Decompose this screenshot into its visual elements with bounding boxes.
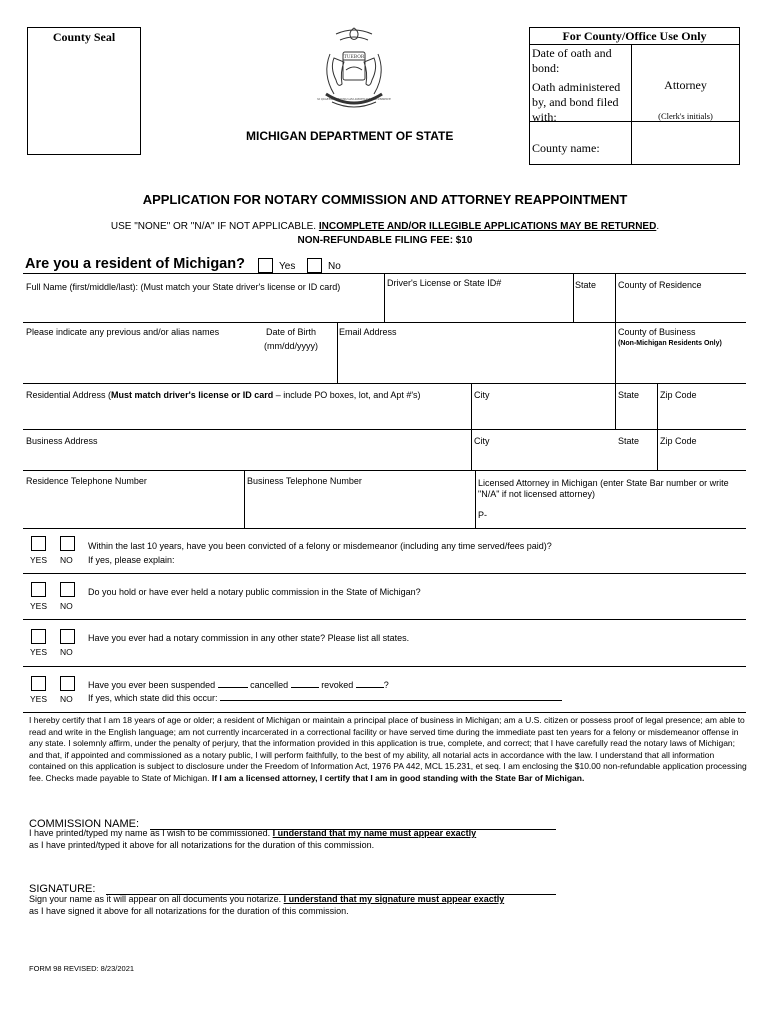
residential-address-label: Residential Address (Must match driver's license or ID card – include PO boxes, lot, and Apt #'s): [26, 390, 421, 400]
filing-fee: NON-REFUNDABLE FILING FEE: $10: [297, 235, 473, 246]
oath-date-label: Date of oath and bond:: [532, 46, 612, 75]
svg-text:TUEBOR: TUEBOR: [343, 55, 365, 60]
signature-note-line2: as I have signed it above for all notarizations for the duration of this commission.: [29, 906, 349, 916]
license-state-label: State: [575, 280, 597, 290]
q1-text: Within the last 10 years, have you been convicted of a felony or misdemeanor (including any time served/fees paid)?: [88, 541, 552, 551]
q3-yes-checkbox[interactable]: [31, 629, 46, 644]
residence-phone-label: Residence Telephone Number: [26, 476, 147, 486]
michigan-seal: [316, 24, 392, 114]
business-city-label: City: [474, 436, 490, 446]
office-use-box: [529, 27, 740, 165]
q1-no-checkbox[interactable]: [60, 536, 75, 551]
county-seal-label: County Seal: [52, 30, 116, 44]
business-address-label: Business Address: [26, 436, 98, 446]
q4-yes-label: YES: [30, 694, 48, 704]
q2-yes-label: YES: [30, 601, 48, 611]
county-residence-label: County of Residence: [618, 280, 702, 290]
county-business-label: County of Business: [618, 327, 696, 337]
q3-no-checkbox[interactable]: [60, 629, 75, 644]
q4-no-checkbox[interactable]: [60, 676, 75, 691]
business-phone-label: Business Telephone Number: [247, 476, 362, 486]
email-label: Email Address: [339, 327, 397, 337]
attorney-label: Attorney: [664, 78, 707, 92]
form-title: APPLICATION FOR NOTARY COMMISSION AND ATTORNEY REAPPOINTMENT: [142, 192, 628, 207]
business-zip-label: Zip Code: [660, 436, 697, 446]
commission-note-line2: as I have printed/typed it above for all notarizations for the duration of this commission.: [29, 840, 375, 850]
q1-no-label: NO: [60, 555, 73, 565]
q2-text: Do you hold or have ever held a notary public commission in the State of Michigan?: [88, 587, 421, 597]
instructions: USE "NONE" OR "N/A" IF NOT APPLICABLE. INCOMPLETE AND/OR ILLEGIBLE APPLICATIONS MAY BE RETURNED.: [110, 221, 660, 232]
alias-label: Please indicate any previous and/or alias names: [26, 327, 220, 337]
q4-text: Have you ever been suspended cancelled revoked ?: [88, 680, 389, 690]
oath-administered-label: Oath administered by, and bond filed with:: [532, 80, 621, 124]
county-name-label: County name:: [532, 141, 600, 155]
dob-label: Date of Birth: [265, 327, 317, 337]
instruction-incomplete: INCOMPLETE AND/OR ILLEGIBLE APPLICATIONS MAY BE RETURNED: [318, 221, 657, 232]
office-use-title: For County/Office Use Only: [562, 29, 707, 43]
resident-yes-checkbox[interactable]: [258, 258, 273, 273]
q3-yes-label: YES: [30, 647, 48, 657]
signature-label: SIGNATURE:: [29, 883, 96, 895]
resident-no-checkbox[interactable]: [307, 258, 322, 273]
q2-no-label: NO: [60, 601, 73, 611]
q4-yes-checkbox[interactable]: [31, 676, 46, 691]
clerk-initials-label: (Clerk's initials): [658, 111, 713, 121]
certification-text: I hereby certify that I am 18 years of age or older; a resident of Michigan or maintain a principal place of business in Michigan; am a U.S. citizen or possess proof of legal presence; am able to read and write in the English language; am not currently incarcerated in a correctional facility or have served time during the immediate past ten years for a felony or misdemeanor offense in any state. I solemnly affirm, under the penalty of perjury, that the information provided in this application is true, complete, and correct; that I have carefully read the notary laws of Michigan; and that, if appointed and commissioned as a notary public, I will perform faithfully, to the best of my ability, all notarial acts in accordance with the law. I understand that all information contained on this application is subject to disclosure under the Freedom of Information Act, 1976 PA 442, MCL 15.231, et seq. I am enclosing the $10.00 non-refundable application processing fee. Checks made payable to State of Michigan. If I am a licensed attorney, I certify that I am in good standing with the State Bar of Michigan.: [29, 715, 747, 783]
license-label: Driver's License or State ID#: [387, 278, 502, 288]
resident-question: Are you a resident of Michigan?: [25, 256, 245, 272]
residential-city-label: City: [474, 390, 490, 400]
resident-no-label: No: [328, 261, 341, 272]
resident-yes-label: Yes: [279, 261, 296, 272]
q1-yes-checkbox[interactable]: [31, 536, 46, 551]
residential-zip-label: Zip Code: [660, 390, 697, 400]
county-business-note: (Non-Michigan Residents Only): [618, 340, 722, 347]
form-revision: FORM 98 REVISED: 8/23/2021: [29, 964, 135, 973]
instruction-use-none: USE "NONE" OR "N/A" IF NOT APPLICABLE.: [110, 221, 319, 232]
q4-no-label: NO: [60, 694, 73, 704]
q1-yes-label: YES: [30, 555, 48, 565]
bar-number-prefix: P-: [478, 510, 487, 520]
commission-name-label: COMMISSION NAME:: [29, 818, 140, 830]
q2-no-checkbox[interactable]: [60, 582, 75, 597]
q1-explain: If yes, please explain:: [88, 555, 175, 565]
commission-note-line1: I have printed/typed my name as I wish to be commissioned. I understand that my name must appear exactly: [29, 828, 477, 838]
full-name-label: Full Name (first/middle/last): (Must match your State driver's license or ID card): [26, 282, 341, 292]
department-name: MICHIGAN DEPARTMENT OF STATE: [246, 129, 454, 143]
business-state-label: State: [618, 436, 640, 446]
q3-no-label: NO: [60, 647, 73, 657]
dob-format: (mm/dd/yyyy): [264, 341, 318, 351]
residential-state-label: State: [618, 390, 640, 400]
q4-state-text: If yes, which state did this occur:: [88, 692, 562, 705]
q2-yes-checkbox[interactable]: [31, 582, 46, 597]
county-seal-box: [27, 27, 141, 155]
q3-text: Have you ever had a notary commission in any other state? Please list all states.: [88, 633, 410, 643]
attorney-bar-label: Licensed Attorney in Michigan (enter State Bar number or write "N/A" if not licensed attorney): [478, 478, 729, 499]
svg-text:SI QUAERIS PENINSULAM AMOENAM: SI QUAERIS PENINSULAM AMOENAM CIRCUMSPICE: [317, 98, 391, 101]
signature-note-line1: Sign your name as it will appear on all documents you notarize. I understand that my signature must appear exactly: [29, 894, 505, 904]
